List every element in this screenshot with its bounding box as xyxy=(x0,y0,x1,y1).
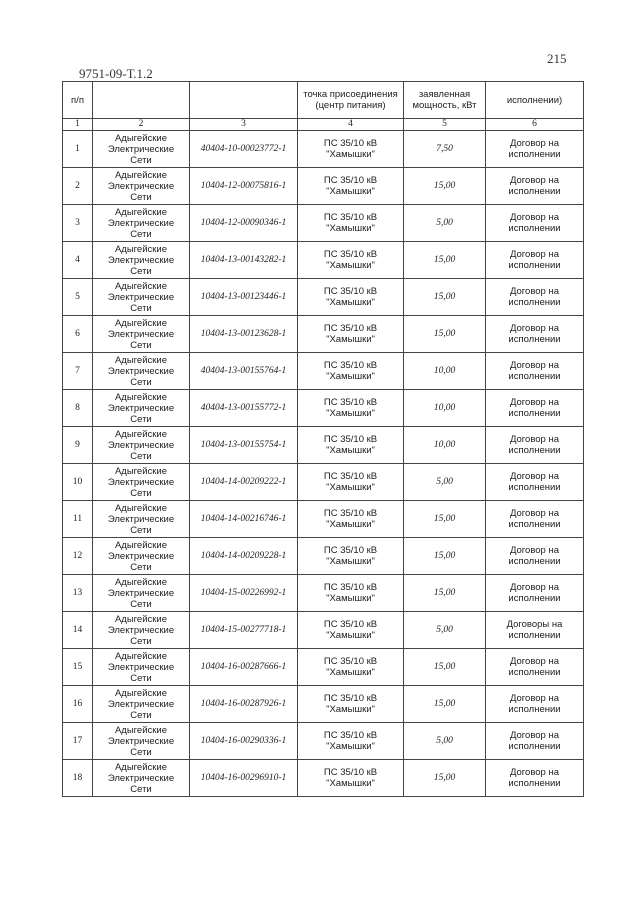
contract-status-line: исполнении xyxy=(508,704,561,715)
network-name-line: Электрические xyxy=(107,476,175,488)
contract-status-line: исполнении xyxy=(508,556,561,567)
application-number: 40404-13-00155772-1 xyxy=(190,390,298,427)
network-name xyxy=(93,242,190,279)
application-number: 40404-13-00155764-1 xyxy=(190,353,298,390)
network-name-line: Сети xyxy=(130,746,152,758)
connection-point-line: ПС 35/10 кВ xyxy=(323,175,378,186)
network-name xyxy=(93,723,190,760)
connection-point-line: "Хамышки" xyxy=(326,408,375,419)
connection-point-line: "Хамышки" xyxy=(326,519,375,530)
contract-status-line: исполнении xyxy=(508,593,561,604)
network-name-line: Электрические xyxy=(107,291,175,303)
declared-power: 15,00 xyxy=(404,538,486,575)
network-name-line: Сети xyxy=(130,672,152,684)
row-number: 9 xyxy=(63,427,93,464)
row-number: 2 xyxy=(63,168,93,205)
connection-point xyxy=(298,390,404,427)
contract-status-line: Договор на xyxy=(509,508,560,519)
connection-point-line: ПС 35/10 кВ xyxy=(323,212,378,223)
row-number: 4 xyxy=(63,242,93,279)
row-number: 17 xyxy=(63,723,93,760)
network-name-line: Электрические xyxy=(107,365,175,377)
connection-point-line: ПС 35/10 кВ xyxy=(323,619,378,630)
network-name-line: Электрические xyxy=(107,439,175,451)
network-name-line: Сети xyxy=(130,635,152,647)
network-name-line: Электрические xyxy=(107,772,175,784)
row-number: 15 xyxy=(63,649,93,686)
contract-status xyxy=(486,501,584,538)
declared-power: 7,50 xyxy=(404,131,486,168)
network-name-line: Адыгейские xyxy=(114,465,168,477)
connection-point xyxy=(298,686,404,723)
connection-point-line: "Хамышки" xyxy=(326,223,375,234)
network-name-line: Сети xyxy=(130,302,152,314)
table-row xyxy=(63,686,584,723)
declared-power: 10,00 xyxy=(404,353,486,390)
contract-status-line: Договор на xyxy=(509,582,560,593)
application-number: 10404-14-00209222-1 xyxy=(190,464,298,501)
connection-point-line: "Хамышки" xyxy=(326,593,375,604)
contract-status xyxy=(486,427,584,464)
table-row xyxy=(63,612,584,649)
table-row xyxy=(63,131,584,168)
connection-point-line: ПС 35/10 кВ xyxy=(323,730,378,741)
connection-point-line: ПС 35/10 кВ xyxy=(323,471,378,482)
network-name-line: Адыгейские xyxy=(114,613,168,625)
connection-point-line: "Хамышки" xyxy=(326,334,375,345)
network-name-line: Электрические xyxy=(107,587,175,599)
application-number: 10404-13-00143282-1 xyxy=(190,242,298,279)
table-row xyxy=(63,168,584,205)
connection-point-line: "Хамышки" xyxy=(326,741,375,752)
connection-point-line: ПС 35/10 кВ xyxy=(323,767,378,778)
network-name xyxy=(93,427,190,464)
connection-point-line: ПС 35/10 кВ xyxy=(323,582,378,593)
connection-point-line: ПС 35/10 кВ xyxy=(323,360,378,371)
contract-status-line: исполнении xyxy=(508,519,561,530)
connection-point-line: "Хамышки" xyxy=(326,149,375,160)
row-number: 3 xyxy=(63,205,93,242)
connection-point xyxy=(298,501,404,538)
network-name xyxy=(93,649,190,686)
contract-status-line: Договор на xyxy=(509,323,560,334)
contract-status-line: Договор на xyxy=(509,212,560,223)
contract-status-line: Договор на xyxy=(509,175,560,186)
connection-point-line: ПС 35/10 кВ xyxy=(323,286,378,297)
network-name-line: Адыгейские xyxy=(114,428,168,440)
contract-status-line: исполнении xyxy=(508,149,561,160)
network-name xyxy=(93,205,190,242)
network-name-line: Электрические xyxy=(107,513,175,525)
network-name-line: Адыгейские xyxy=(114,354,168,366)
connection-point-line: "Хамышки" xyxy=(326,186,375,197)
network-name-line: Сети xyxy=(130,376,152,388)
declared-power: 5,00 xyxy=(404,464,486,501)
contract-status-line: исполнении xyxy=(508,778,561,789)
contract-status-line: Договор на xyxy=(509,286,560,297)
network-name-line: Адыгейские xyxy=(114,539,168,551)
connection-point-line: ПС 35/10 кВ xyxy=(323,545,378,556)
contract-status-line: исполнении xyxy=(508,408,561,419)
connection-point xyxy=(298,760,404,797)
application-number: 10404-16-00287926-1 xyxy=(190,686,298,723)
connection-point-line: "Хамышки" xyxy=(326,297,375,308)
row-number: 5 xyxy=(63,279,93,316)
network-name-line: Сети xyxy=(130,413,152,425)
network-name-line: Электрические xyxy=(107,143,175,155)
header-cell: точка присоединения (центр питания) xyxy=(298,82,404,119)
network-name xyxy=(93,760,190,797)
connection-point-line: ПС 35/10 кВ xyxy=(323,249,378,260)
network-name-line: Сети xyxy=(130,561,152,573)
contract-status xyxy=(486,686,584,723)
network-name-line: Электрические xyxy=(107,698,175,710)
connection-point xyxy=(298,279,404,316)
contract-status xyxy=(486,242,584,279)
contract-status xyxy=(486,131,584,168)
contract-status xyxy=(486,390,584,427)
declared-power: 15,00 xyxy=(404,279,486,316)
network-name-line: Сети xyxy=(130,709,152,721)
network-name xyxy=(93,686,190,723)
contract-status-line: исполнении xyxy=(508,186,561,197)
connection-point xyxy=(298,353,404,390)
network-name-line: Сети xyxy=(130,598,152,610)
application-number: 10404-15-00277718-1 xyxy=(190,612,298,649)
contract-status xyxy=(486,464,584,501)
column-number: 6 xyxy=(486,119,584,131)
contract-status-line: исполнении xyxy=(508,741,561,752)
table-row xyxy=(63,760,584,797)
declared-power: 10,00 xyxy=(404,427,486,464)
table-row xyxy=(63,242,584,279)
contract-status-line: Договор на xyxy=(509,360,560,371)
contract-status-line: Договор на xyxy=(509,434,560,445)
network-name-line: Адыгейские xyxy=(114,724,168,736)
contract-status-line: Договор на xyxy=(509,545,560,556)
network-name-line: Адыгейские xyxy=(114,576,168,588)
table-row xyxy=(63,538,584,575)
connection-point xyxy=(298,464,404,501)
connection-point xyxy=(298,612,404,649)
connection-point xyxy=(298,723,404,760)
connections-table xyxy=(62,81,584,797)
contract-status xyxy=(486,538,584,575)
connection-point xyxy=(298,168,404,205)
connection-point-line: "Хамышки" xyxy=(326,556,375,567)
table-row xyxy=(63,723,584,760)
network-name-line: Сети xyxy=(130,524,152,536)
network-name-line: Сети xyxy=(130,265,152,277)
network-name-line: Электрические xyxy=(107,217,175,229)
application-number: 10404-14-00216746-1 xyxy=(190,501,298,538)
contract-status-line: исполнении xyxy=(508,297,561,308)
connection-point xyxy=(298,131,404,168)
network-name xyxy=(93,168,190,205)
network-name-line: Адыгейские xyxy=(114,280,168,292)
application-number: 10404-16-00287666-1 xyxy=(190,649,298,686)
table-row xyxy=(63,464,584,501)
contract-status-line: исполнении xyxy=(508,260,561,271)
declared-power: 5,00 xyxy=(404,205,486,242)
network-name-line: Электрические xyxy=(107,661,175,673)
network-name xyxy=(93,353,190,390)
connection-point-line: "Хамышки" xyxy=(326,445,375,456)
network-name-line: Сети xyxy=(130,339,152,351)
contract-status-line: Договор на xyxy=(509,249,560,260)
declared-power: 10,00 xyxy=(404,390,486,427)
contract-status-line: Договор на xyxy=(509,693,560,704)
row-number: 11 xyxy=(63,501,93,538)
header-cell: заявленная мощность, кВт xyxy=(404,82,486,119)
declared-power: 15,00 xyxy=(404,686,486,723)
declared-power: 15,00 xyxy=(404,649,486,686)
contract-status xyxy=(486,205,584,242)
network-name-line: Адыгейские xyxy=(114,650,168,662)
row-number: 6 xyxy=(63,316,93,353)
network-name xyxy=(93,316,190,353)
network-name-line: Сети xyxy=(130,228,152,240)
network-name-line: Электрические xyxy=(107,254,175,266)
declared-power: 15,00 xyxy=(404,760,486,797)
table-row xyxy=(63,279,584,316)
row-number: 14 xyxy=(63,612,93,649)
connection-point xyxy=(298,205,404,242)
column-number-row xyxy=(63,119,584,131)
network-name-line: Электрические xyxy=(107,402,175,414)
contract-status-line: исполнении xyxy=(508,334,561,345)
declared-power: 5,00 xyxy=(404,723,486,760)
connection-point-line: ПС 35/10 кВ xyxy=(323,508,378,519)
document-code: 9751-09-Т.1.2 xyxy=(79,66,153,81)
column-number: 5 xyxy=(404,119,486,131)
connection-point xyxy=(298,242,404,279)
contract-status xyxy=(486,316,584,353)
network-name-line: Электрические xyxy=(107,624,175,636)
connection-point xyxy=(298,649,404,686)
declared-power: 15,00 xyxy=(404,168,486,205)
header-cell xyxy=(190,82,298,119)
network-name-line: Адыгейские xyxy=(114,132,168,144)
connection-point xyxy=(298,575,404,612)
application-number: 10404-16-00290336-1 xyxy=(190,723,298,760)
column-number: 1 xyxy=(63,119,93,131)
network-name-line: Сети xyxy=(130,487,152,499)
row-number: 12 xyxy=(63,538,93,575)
network-name-line: Адыгейские xyxy=(114,502,168,514)
application-number: 10404-13-00123446-1 xyxy=(190,279,298,316)
declared-power: 15,00 xyxy=(404,575,486,612)
contract-status-line: исполнении xyxy=(508,482,561,493)
connection-point-line: ПС 35/10 кВ xyxy=(323,138,378,149)
table-row xyxy=(63,205,584,242)
network-name-line: Электрические xyxy=(107,180,175,192)
application-number: 10404-16-00296910-1 xyxy=(190,760,298,797)
connection-point-line: "Хамышки" xyxy=(326,371,375,382)
contract-status xyxy=(486,353,584,390)
contract-status-line: исполнении xyxy=(508,667,561,678)
network-name-line: Адыгейские xyxy=(114,687,168,699)
application-number: 10404-12-00075816-1 xyxy=(190,168,298,205)
column-number: 3 xyxy=(190,119,298,131)
application-number: 10404-13-00123628-1 xyxy=(190,316,298,353)
connection-point-line: "Хамышки" xyxy=(326,778,375,789)
network-name-line: Сети xyxy=(130,191,152,203)
application-number: 10404-13-00155754-1 xyxy=(190,427,298,464)
row-number: 7 xyxy=(63,353,93,390)
contract-status-line: Договор на xyxy=(509,471,560,482)
row-number: 8 xyxy=(63,390,93,427)
contract-status xyxy=(486,723,584,760)
network-name-line: Адыгейские xyxy=(114,761,168,773)
connection-point-line: "Хамышки" xyxy=(326,260,375,271)
table-header-row xyxy=(63,82,584,119)
contract-status-line: Договор на xyxy=(509,397,560,408)
network-name-line: Адыгейские xyxy=(114,243,168,255)
network-name xyxy=(93,538,190,575)
table-row xyxy=(63,316,584,353)
connection-point-line: ПС 35/10 кВ xyxy=(323,323,378,334)
connection-point-line: "Хамышки" xyxy=(326,704,375,715)
application-number: 10404-15-00226992-1 xyxy=(190,575,298,612)
table-row xyxy=(63,575,584,612)
declared-power: 15,00 xyxy=(404,316,486,353)
contract-status xyxy=(486,760,584,797)
connection-point xyxy=(298,316,404,353)
connection-point-line: "Хамышки" xyxy=(326,482,375,493)
contract-status-line: исполнении xyxy=(508,223,561,234)
contract-status xyxy=(486,649,584,686)
network-name-line: Адыгейские xyxy=(114,317,168,329)
contract-status-line: исполнении xyxy=(508,445,561,456)
header-cell xyxy=(93,82,190,119)
contract-status xyxy=(486,612,584,649)
application-number: 40404-10-00023772-1 xyxy=(190,131,298,168)
network-name-line: Электрические xyxy=(107,735,175,747)
contract-status xyxy=(486,279,584,316)
network-name-line: Сети xyxy=(130,450,152,462)
column-number: 2 xyxy=(93,119,190,131)
row-number: 13 xyxy=(63,575,93,612)
declared-power: 5,00 xyxy=(404,612,486,649)
network-name-line: Электрические xyxy=(107,328,175,340)
row-number: 10 xyxy=(63,464,93,501)
header-cell: исполнении) xyxy=(486,82,584,119)
connection-point-line: "Хамышки" xyxy=(326,630,375,641)
contract-status-line: Договор на xyxy=(509,138,560,149)
network-name-line: Сети xyxy=(130,154,152,166)
network-name-line: Сети xyxy=(130,783,152,795)
contract-status-line: Договор на xyxy=(509,656,560,667)
contract-status-line: Договор на xyxy=(509,730,560,741)
contract-status-line: Договор на xyxy=(509,767,560,778)
network-name-line: Адыгейские xyxy=(114,391,168,403)
network-name xyxy=(93,464,190,501)
declared-power: 15,00 xyxy=(404,242,486,279)
application-number: 10404-12-00090346-1 xyxy=(190,205,298,242)
table-row xyxy=(63,501,584,538)
connection-point xyxy=(298,538,404,575)
header-cell: п/п xyxy=(63,82,93,119)
contract-status xyxy=(486,168,584,205)
contract-status-line: исполнении xyxy=(508,630,561,641)
declared-power: 15,00 xyxy=(404,501,486,538)
network-name xyxy=(93,501,190,538)
connection-point-line: ПС 35/10 кВ xyxy=(323,656,378,667)
network-name xyxy=(93,575,190,612)
network-name-line: Электрические xyxy=(107,550,175,562)
table-row xyxy=(63,353,584,390)
contract-status-line: Договоры на xyxy=(506,619,563,630)
contract-status-line: исполнении xyxy=(508,371,561,382)
page-number: 215 xyxy=(547,51,567,66)
connection-point-line: ПС 35/10 кВ xyxy=(323,397,378,408)
network-name-line: Адыгейские xyxy=(114,206,168,218)
column-number: 4 xyxy=(298,119,404,131)
row-number: 16 xyxy=(63,686,93,723)
application-number: 10404-14-00209228-1 xyxy=(190,538,298,575)
connection-point-line: "Хамышки" xyxy=(326,667,375,678)
connection-point-line: ПС 35/10 кВ xyxy=(323,693,378,704)
network-name xyxy=(93,612,190,649)
network-name xyxy=(93,279,190,316)
row-number: 1 xyxy=(63,131,93,168)
table-row xyxy=(63,427,584,464)
contract-status xyxy=(486,575,584,612)
network-name xyxy=(93,131,190,168)
row-number: 18 xyxy=(63,760,93,797)
table-row xyxy=(63,649,584,686)
connection-point xyxy=(298,427,404,464)
connection-point-line: ПС 35/10 кВ xyxy=(323,434,378,445)
network-name-line: Адыгейские xyxy=(114,169,168,181)
table-row xyxy=(63,390,584,427)
network-name xyxy=(93,390,190,427)
